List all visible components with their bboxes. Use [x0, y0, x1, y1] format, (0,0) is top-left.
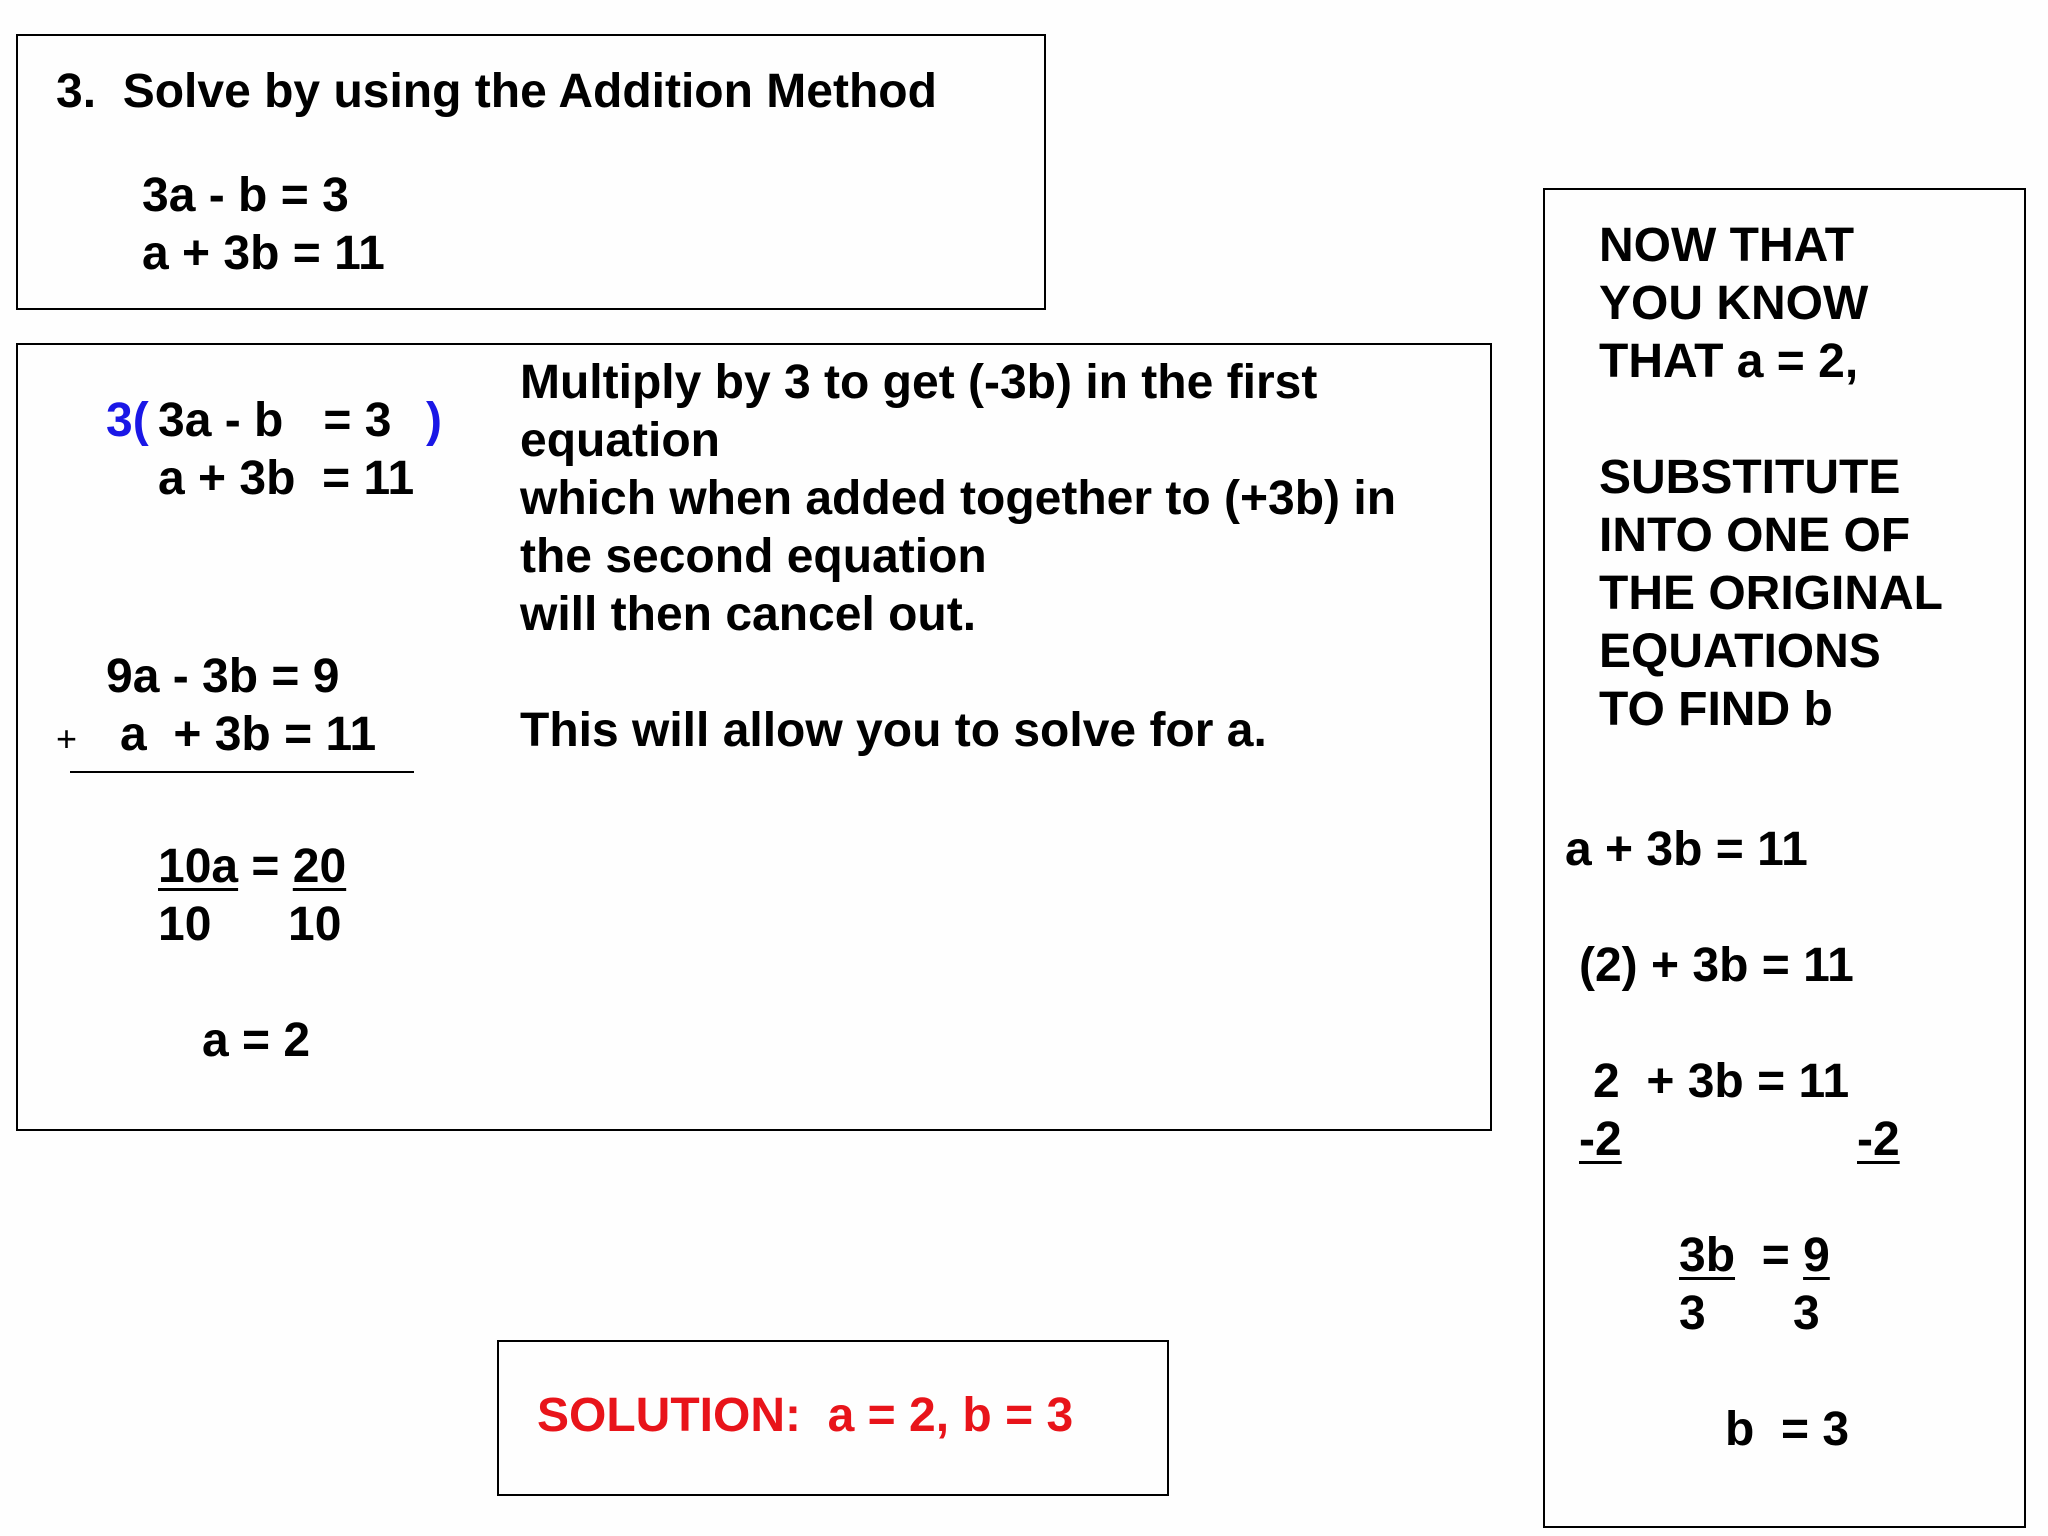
b-divide-numerator [1679, 1229, 1830, 1282]
substitute-box [1543, 188, 2026, 1528]
substitute-step-1: a + 3b = 11 [1565, 823, 1808, 876]
explanation-line-1: Multiply by 3 to get (-3b) in the first [520, 356, 1318, 409]
b-divide-equals: = [1735, 1229, 1804, 1282]
solution-box [497, 1340, 1169, 1496]
substitute-step-3: 2 + 3b = 11 [1593, 1055, 1850, 1108]
divide-numerator-right: 20 [292, 840, 347, 893]
b-divide-numerator-right: 9 [1803, 1229, 1830, 1282]
substitute-heading-3: THAT a = 2, [1599, 335, 1859, 388]
solution-text: SOLUTION: a = 2, b = 3 [537, 1389, 1074, 1442]
b-divide-denominator-right: 3 [1793, 1287, 1820, 1340]
work-equation-1: 3a - b = 3 [158, 394, 405, 447]
substitute-heading-7: EQUATIONS [1599, 625, 1881, 678]
result-a: a = 2 [202, 1014, 311, 1067]
explanation-line-4: the second equation [520, 530, 987, 583]
substitute-heading-6: THE ORIGINAL [1599, 567, 1943, 620]
substitute-heading-4: SUBSTITUTE [1599, 451, 1901, 504]
problem-equation-2: a + 3b = 11 [142, 227, 385, 280]
problem-equation-1: 3a - b = 3 [142, 169, 349, 222]
substitute-step-2: (2) + 3b = 11 [1579, 939, 1854, 992]
divide-numerator-left: 10a [158, 840, 239, 893]
substitute-heading-5: INTO ONE OF [1599, 509, 1911, 562]
work-equation-2: a + 3b = 11 [158, 452, 415, 505]
work-box [16, 343, 1492, 1131]
explanation-line-3: which when added together to (+3b) in [520, 472, 1397, 525]
sum-equation-1: 9a - 3b = 9 [106, 650, 340, 703]
divide-numerator [158, 840, 347, 893]
explanation-line-2: equation [520, 414, 720, 467]
plus-sign: + [56, 718, 78, 759]
subtract-left: -2 [1579, 1113, 1622, 1166]
explanation-line-5: will then cancel out. [520, 588, 977, 641]
b-divide-numerator-left: 3b [1679, 1229, 1736, 1282]
divide-denominator-left: 10 [158, 898, 212, 951]
subtract-right: -2 [1857, 1113, 1900, 1166]
substitute-heading-2: YOU KNOW [1599, 277, 1869, 330]
divide-equals: = [238, 840, 293, 893]
multiplier-label: 3( [106, 394, 149, 447]
sum-equation-2: a + 3b = 11 [120, 708, 377, 761]
result-b: b = 3 [1725, 1403, 1850, 1456]
divide-denominator-right: 10 [288, 898, 342, 951]
b-divide-denominator-left: 3 [1679, 1287, 1706, 1340]
substitute-heading-1: NOW THAT [1599, 219, 1855, 272]
sum-divider [70, 771, 414, 773]
explanation-line-6: This will allow you to solve for a. [520, 704, 1267, 757]
problem-title: 3. Solve by using the Addition Method [56, 65, 937, 118]
substitute-heading-8: TO FIND b [1599, 683, 1833, 736]
problem-box [16, 34, 1046, 310]
close-paren: ) [426, 394, 442, 447]
